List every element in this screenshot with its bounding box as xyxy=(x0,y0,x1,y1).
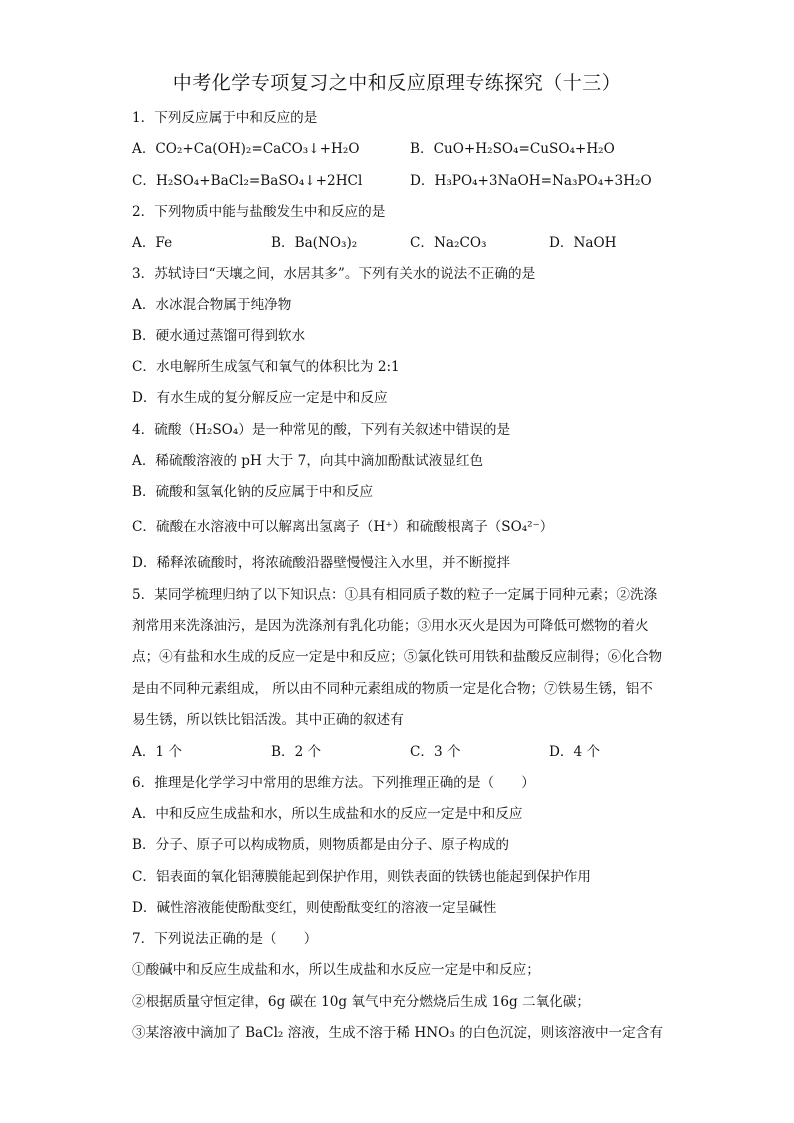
question-7-statement-1: ①酸碱中和反应生成盐和水，所以生成盐和水反应一定是中和反应； xyxy=(132,962,540,978)
question-3-option-b: B．硬水通过蒸馏可得到软水 xyxy=(132,328,306,344)
question-4-option-c: C．硫酸在水溶液中可以解离出氢离子（H⁺）和硫酸根离子（SO₄²⁻） xyxy=(132,519,554,535)
page-title: 中考化学专项复习之中和反应原理专练探究（十三） xyxy=(172,72,622,94)
question-5-option-c: C．3 个 xyxy=(410,744,461,760)
question-2-option-d: D．NaOH xyxy=(549,235,617,251)
question-1-option-c: C．H₂SO₄+BaCl₂=BaSO₄↓+2HCl xyxy=(132,173,363,189)
question-5-option-b: B．2 个 xyxy=(271,744,322,760)
question-2-option-a: A．Fe xyxy=(132,235,173,251)
question-2-option-b: B．Ba(NO₃)₂ xyxy=(271,235,358,251)
question-3-option-c: C．水电解所生成氢气和氧气的体积比为 2:1 xyxy=(132,359,400,375)
question-6-option-d: D．碱性溶液能使酚酞变红，则使酚酞变红的溶液一定呈碱性 xyxy=(132,900,497,916)
question-1-stem: 1．下列反应属于中和反应的是 xyxy=(132,110,318,126)
question-4-option-b: B．硫酸和氢氧化钠的反应属于中和反应 xyxy=(132,484,374,500)
question-3-option-d: D．有水生成的复分解反应一定是中和反应 xyxy=(132,390,388,406)
question-2-option-c: C．Na₂CO₃ xyxy=(410,235,487,251)
question-7-statement-3: ③某溶液中滴加了 BaCl₂ 溶液，生成不溶于稀 HNO₃ 的白色沉淀，则该溶液中一定含有 xyxy=(132,1025,663,1041)
question-3-stem: 3．苏轼诗曰“天壤之间，水居其多”。下列有关水的说法不正确的是 xyxy=(132,266,536,282)
question-1-option-a: A．CO₂+Ca(OH)₂=CaCO₃↓+H₂O xyxy=(132,141,360,157)
question-4-option-a: A．稀硫酸溶液的 pH 大于 7，向其中滴加酚酞试液显红色 xyxy=(132,453,484,469)
question-6-stem: 6．推理是化学学习中常用的思维方法。下列推理正确的是（ ） xyxy=(132,775,535,791)
question-6-option-c: C．铝表面的氧化铝薄膜能起到保护作用，则铁表面的铁锈也能起到保护作用 xyxy=(132,869,591,885)
question-7-stem: 7．下列说法正确的是（ ） xyxy=(132,931,318,947)
question-1-option-b: B．CuO+H₂SO₄=CuSO₄+H₂O xyxy=(410,141,615,157)
question-2-stem: 2．下列物质中能与盐酸发生中和反应的是 xyxy=(132,204,386,220)
question-6-option-b: B．分子、原子可以构成物质，则物质都是由分子、原子构成的 xyxy=(132,837,510,853)
question-3-option-a: A．水冰混合物属于纯净物 xyxy=(132,297,292,313)
question-5-option-d: D．4 个 xyxy=(549,744,601,760)
question-5-stem: 5．某同学梳理归纳了以下知识点：①具有相同质子数的粒子一定属于同种元素；②洗涤剂常用来洗涤油污，是因为洗涤剂有乳化功能；③用水灭火是因为可降低可燃物的着火点；④有盐和水生成的反应一定是中和反应；⑤氯化铁可用铁和盐酸反应制得；⑥化合物是由不同种元素组成， 所以由不同种元素组成的物质一定是化合物；⑦铁易生锈，铝不易生锈，所以铁比铝活泼。其中正确的叙述有 xyxy=(132,587,663,728)
question-1-option-d: D．H₃PO₄+3NaOH=Na₃PO₄+3H₂O xyxy=(410,173,652,189)
question-6-option-a: A．中和反应生成盐和水，所以生成盐和水的反应一定是中和反应 xyxy=(132,806,523,822)
question-4-stem: 4．硫酸（H₂SO₄）是一种常见的酸，下列有关叙述中错误的是 xyxy=(132,422,511,438)
question-4-option-d: D．稀释浓硫酸时，将浓硫酸沿器壁慢慢注入水里，并不断搅拌 xyxy=(132,555,510,571)
question-5-option-a: A．1 个 xyxy=(132,744,182,760)
question-7-statement-2: ②根据质量守恒定律，6g 碳在 10g 氧气中充分燃烧后生成 16g 二氧化碳； xyxy=(132,994,590,1010)
